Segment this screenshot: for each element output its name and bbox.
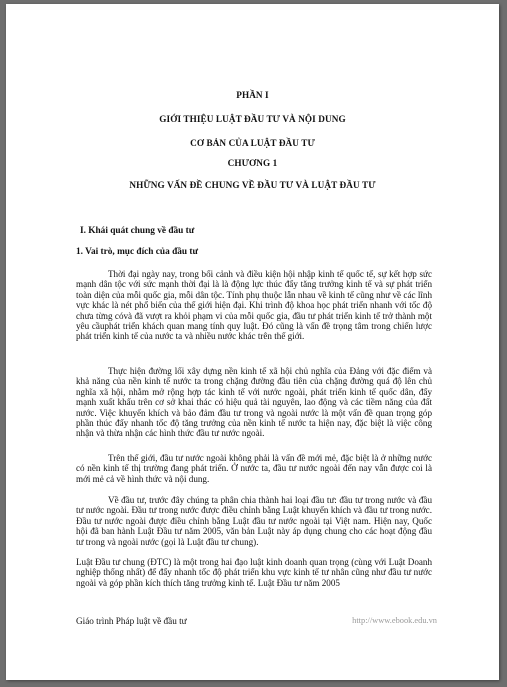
title-line-2: CƠ BẢN CỦA LUẬT ĐẦU TƯ xyxy=(190,138,315,148)
footer-title: Giáo trình Pháp luật về đầu tư xyxy=(76,616,187,626)
document-page xyxy=(6,4,499,680)
paragraph-1: Thời đại ngày nay, trong bối cảnh và điều kiện hội nhập kinh tế quốc tế, sự kết hợp sức mạnh dân tộc với sức mạnh thời đại là là động lực thúc đẩy tăng trưởng kinh tế và sự phát triển toàn diện của mỗi quốc gia, mỗi dân tộc. Tính phụ thuộc lẫn nhau về kinh tế cũng như về các lĩnh vực khác là nét phổ biến của thế giới hiện đại. Khi trình độ khoa học phát triển nhanh với tốc độ chưa từng cóvà đã vượt ra khỏi phạm vi của mỗi quốc gia, đầu tư phát triển kinh tế trở thành một yêu cầuphát triển khách quan mang tính quy luật. Đó cũng là vấn đề trọng tâm trong chiến lược phát triển kinh tế của nước ta và nhiều nước khác trên thế giới. xyxy=(76,269,432,342)
chapter-title: NHỮNG VẤN ĐỀ CHUNG VỀ ĐẦU TƯ VÀ LUẬT ĐẦU TƯ xyxy=(129,180,376,190)
paragraph-2: Thực hiện đường lối xây dựng nền kinh tế xã hội chủ nghĩa của Đảng với đặc điểm và khả năng của nền kinh tế nước ta trong chặng đường đầu tiên của chặng đường quá độ lên chủ nghĩa xã hội, nhằm mở rộng hợp tác kinh tế với nước ngoài, phát triển kinh tế quốc dân, đẩy mạnh xuất khẩu trên cơ sở khai thác có hiệu quả tài nguyên, lao động và các tiềm năng của đất nước. Việc khuyến khích và bảo đảm đầu tư trong và ngoài nước là một vấn đề quan trọng góp phần thúc đẩy nhanh tốc độ tăng trưởng của nền kinh tế nước ta hiện nay, đặc biệt là việc công nhận và thừa nhận các hình thức đầu tư nước ngoài. xyxy=(76,366,432,439)
subsection-heading: 1. Vai trò, mục đích của đầu tư xyxy=(76,247,199,257)
chapter-heading: CHƯƠNG 1 xyxy=(227,158,278,168)
paragraph-3: Trên thế giới, đầu tư nước ngoài không phải là vấn đề mới mẻ, đặc biệt là ở những nước có nền kinh tế thị trường đang phát triển. Ở nước ta, đầu tư nước ngoài đến nay vẫn được coi là mới mẻ cả về hình thức và nội dung. xyxy=(76,453,432,484)
section-heading: I. Khái quát chung về đầu tư xyxy=(80,226,195,236)
footer-url: http://www.ebook.edu.vn xyxy=(352,616,437,625)
paragraph-4: Về đầu tư, trước đây chúng ta phân chia thành hai loại đầu tư: đầu tư trong nước và đầu tư nước ngoài. Đầu tư trong nước được điều chỉnh bằng Luật khuyến khích và đầu tư trong nước. Đầu tư nước ngoài được điều chỉnh bằng Luật đầu tư nước ngoài tại Việt nam. Hiện nay, Quốc hội đã ban hành Luật Đầu tư năm 2005, văn bản Luật này áp dụng chung cho các hoạt động đầu tư trong và ngoài nước (gọi là Luật đầu tư chung). xyxy=(76,495,432,547)
title-line-1: GIỚI THIỆU LUẬT ĐẦU TƯ VÀ NỘI DUNG xyxy=(159,114,346,124)
part-heading: PHẦN I xyxy=(236,90,269,100)
paragraph-5: Luật Đầu tư chung (ĐTC) là một trong hai đạo luật kinh doanh quan trọng (cùng với Luật Doanh nghiệp thống nhất) để đẩy nhanh tốc độ phát triển khu vực kinh tế tư nhân cũng như đầu tư nước ngoài và góp phần kích thích tăng trưởng kinh tế. Luật Đầu tư năm 2005 xyxy=(76,557,432,588)
